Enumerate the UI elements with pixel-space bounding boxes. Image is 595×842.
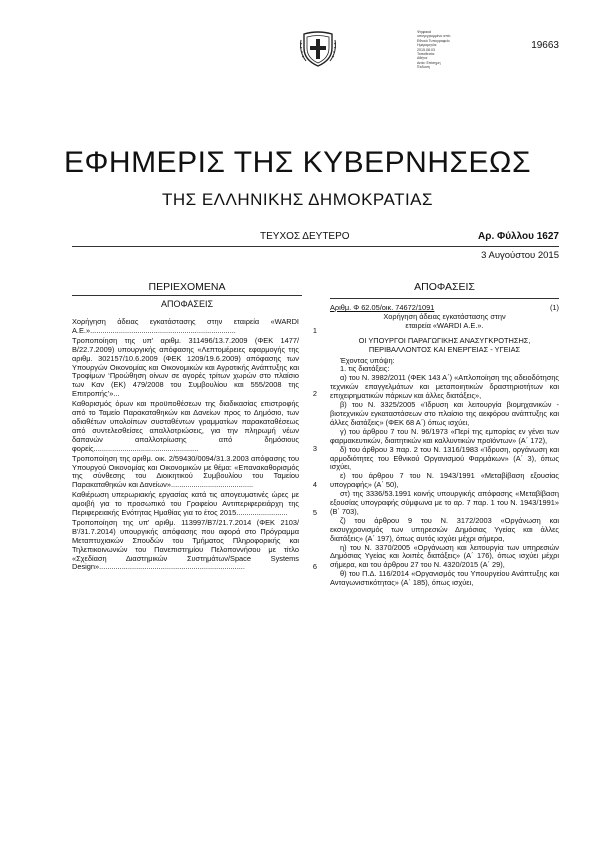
toc-entry-text: Τροποποίηση της υπ' αριθμ. 311496/13.7.2009 (ΦΕΚ 1477/Β/22.7.2009) υπουργικής απόφασης «Λεπτομέρειες εφαρμογής της αριθμ. 302157/10.6.2009 (ΦΕΚ 1209/19.6.2009) απόφασης των Υπουργών Οικονομίας και Οικονομικών και Αγροτικής Ανάπτυξης και Τροφίμων ‘Προώθηση οίνων σε αγορές τρίτων χωρών στο πλαίσιο των Καν (ΕΚ) 479/2008 του Συμβουλίου και 555/2008 της Επιτροπής’»... xyxy=(72,335,299,399)
toc-entry-text: Χορήγηση άδειας εγκατάστασης στην εταιρεία «WARDI Α.Ε.»....................................................................... xyxy=(72,317,299,335)
toc-entry[interactable] xyxy=(72,455,317,491)
gazette-subtitle: ΤΗΣ ΕΛΛΗΝΙΚΗΣ ΔΗΜΟΚΡΑΤΙΑΣ xyxy=(161,190,434,209)
page-number: 19663 xyxy=(531,40,559,51)
toc-entry-page: 3 xyxy=(312,443,317,453)
issue-label: ΤΕΥΧΟΣ ΔΕΥΤΕΡΟ xyxy=(260,231,350,242)
toc-entry-text: Καθορισμός όρων και προϋποθέσεων της διαδικασίας επιστροφής από το Ταμείο Παρακαταθηκών και Δανείων προς το Δημόσιο, των αδιαθέτων υπολοίπων συσταθέντων γραμματίων παρακαταθέσεως από συντελεσθείσες απαλλοτριώσεις, για την πληρωμή νέων δαπανών απαλλοτρίωσης από δημόσιους φορείς................................................... xyxy=(72,399,299,453)
decisions-divider xyxy=(330,298,559,299)
provision-paragraph: θ) του Π.Δ. 116/2014 «Οργανισμός του Υπουργείου Ανάπτυξης και Ανταγωνιστικότητας» (Α΄ 185), όπως ισχύει, xyxy=(330,569,559,588)
toc-entry-page: 4 xyxy=(312,480,317,490)
toc-entry-page: 5 xyxy=(312,508,317,518)
toc-entry[interactable] xyxy=(72,519,317,572)
contents-section: ΑΠΟΦΑΣΕΙΣ xyxy=(160,299,214,309)
provision-paragraph: ε) του άρθρου 7 του Ν. 1943/1991 «Μεταβίβαση εξουσίας υπογραφής» (Α΄ 50), xyxy=(330,471,559,490)
decision-reference xyxy=(330,304,559,313)
provision-paragraph: ζ) του άρθρου 9 του Ν. 3172/2003 «Οργάνωση και εκσυγχρονισμός των υπηρεσιών Δημόσιας Υγείας και άλλες διατάξεις» (Α΄ 197), όπως αυτός ισχύει μέχρι σήμερα, xyxy=(330,515,559,543)
provision-paragraph: α) του Ν. 3982/2011 (ΦΕΚ 143 Α΄) «Απλοποίηση της αδειοδότησης τεχνικών επαγγελμάτων και μεταποιητικών δραστηριοτήτων και επιχειρηματικών πάρκων και άλλες διατάξεις», xyxy=(330,373,559,401)
header-divider xyxy=(72,246,559,247)
toc-entry[interactable] xyxy=(72,491,317,518)
provisions-intro: 1. τις διατάξεις: xyxy=(340,364,390,374)
gazette-title: ΕΦΗΜΕΡΙΣ ΤΗΣ ΚΥΒΕΡΝΗΣΕΩΣ xyxy=(63,146,532,179)
issue-date: 3 Αυγούστου 2015 xyxy=(481,250,559,261)
signature-line: 2015.08.03 xyxy=(417,47,435,52)
contents-divider xyxy=(72,295,302,296)
signature-line: Αιτία: Επίσημη xyxy=(417,60,441,65)
decision-ref-number: Αριθμ. Φ 62.05/οικ. 74672/1091 xyxy=(330,303,435,312)
signature-line: Αθήνα xyxy=(417,56,428,61)
signature-line: Ημερομηνία: xyxy=(417,43,438,48)
decision-subject: Χορήγηση άδειας εγκατάστασης στην εταιρεία «WARDI Α.Ε.». xyxy=(383,311,506,330)
greek-coat-of-arms-icon xyxy=(298,28,338,68)
toc-entry-page: 1 xyxy=(312,325,317,335)
contents-heading: ΠΕΡΙΕΧΟΜΕΝΑ xyxy=(148,281,226,293)
provision-paragraph: η) του Ν. 3370/2005 «Οργάνωση και λειτουργία των υπηρεσιών Δημόσιας Υγείας και λοιπές διατάξεις» (Α΄ 176), όπως ισχύει μέχρι σήμερα, και του άρθρου 27 του Ν. 4320/2015 (Α΄ 29), xyxy=(330,542,559,570)
provision-paragraph: γ) του άρθρου 7 του Ν. 96/1973 «Περί της εμπορίας εν γένει των φαρμακευτικών, διαιτητικών και καλλυντικών προϊόντων» (Α΄ 172), xyxy=(330,426,559,445)
decisions-heading: ΑΠΟΦΑΣΕΙΣ xyxy=(414,281,475,293)
toc-entry-text: Καθιέρωση υπερωριακής εργασίας κατά τις απογευματινές ώρες με αμοιβή για το προσωπικό του Γραφείου Αντιπεριφερειάρχη της Περιφερειακής Ενότητας Ημαθίας για το έτος 2015......................... xyxy=(72,490,299,518)
decision-body xyxy=(330,304,559,588)
toc-entry-text: Τροποποίηση της αριθμ. οικ. 2/59430/0094/31.3.2003 απόφασης του Υπουργού Οικονομίας και Οικονομικών με θέμα: «Επανακαθορισμός της σύνθεσης του Διοικητικού Συμβουλίου του Ταμείου Παρακαταθηκών και Δανείων»........................................ xyxy=(72,453,299,490)
table-of-contents xyxy=(72,318,317,573)
digital-signature-stamp xyxy=(417,30,477,70)
provision-paragraph: β) του Ν. 3325/2005 «Ίδρυση και λειτουργία βιομηχανικών - βιοτεχνικών εγκαταστάσεων στο πλαίσιο της αειφόρου ανάπτυξης και άλλες διατάξεις» (ΦΕΚ 68 Α΄) όπως ισχύει, xyxy=(330,400,559,427)
toc-entry-page: 6 xyxy=(312,562,317,572)
toc-entry-page: 2 xyxy=(312,389,317,399)
toc-entry[interactable] xyxy=(72,400,317,453)
considering-label: Έχοντας υπόψη: xyxy=(340,355,395,365)
toc-entry-text: Τροποποίηση της υπ' αριθμ. 113997/Β7/21.7.2014 (ΦΕΚ 2103/Β'/31.7.2014) υπουργικής απόφασης που αφορά στο Πρόγραμμα Μεταπτυχιακών Σπουδών του Τμήματος Πληροφορικής και Τηλεπικοινωνιών του Πανεπιστημίου Πελοποννήσου με τίτλο «Σχεδίαση Διαστημικών Συστημάτων/Space Systems Design»....................................................................... xyxy=(72,517,299,572)
provision-paragraph: στ) της 3336/53.1991 κοινής υπουργικής απόφασης «Μεταβίβαση εξουσίας υπογραφής σύμφωνα με το αρ. 7 παρ. 1 του Ν. 1943/1991» (Β΄ 703), xyxy=(330,489,559,516)
signature-line: Έκδοση xyxy=(417,65,430,70)
toc-entry[interactable] xyxy=(72,337,317,399)
decision-index: (1) xyxy=(549,303,559,312)
toc-entry[interactable] xyxy=(72,318,317,336)
signature-line: υπογεγραμμένο από: xyxy=(417,34,451,39)
sheet-number: Αρ. Φύλλου 1627 xyxy=(478,231,559,242)
minister-title: ΟΙ ΥΠΟΥΡΓΟΙ ΠΑΡΑΓΩΓΙΚΗΣ ΑΝΑΣΥΓΚΡΟΤΗΣΗΣ, ΠΕΡΙΒΑΛΛΟΝΤΟΣ ΚΑΙ ΕΝΕΡΓΕΙΑΣ - ΥΓΕΙΑΣ xyxy=(358,335,531,354)
provision-paragraph: δ) του άρθρου 3 παρ. 2 του Ν. 1316/1983 «Ίδρυση, οργάνωση και αρμοδιότητες του Εθνικού Οργανισμού Φαρμάκων» (Α΄ 3), όπως ισχύει, xyxy=(330,444,559,472)
signature-line: Εθνικό Τυπογραφείο xyxy=(417,38,450,43)
signature-line: Τοποθεσία: xyxy=(417,52,435,57)
signature-line: Ψηφιακά xyxy=(417,30,432,34)
